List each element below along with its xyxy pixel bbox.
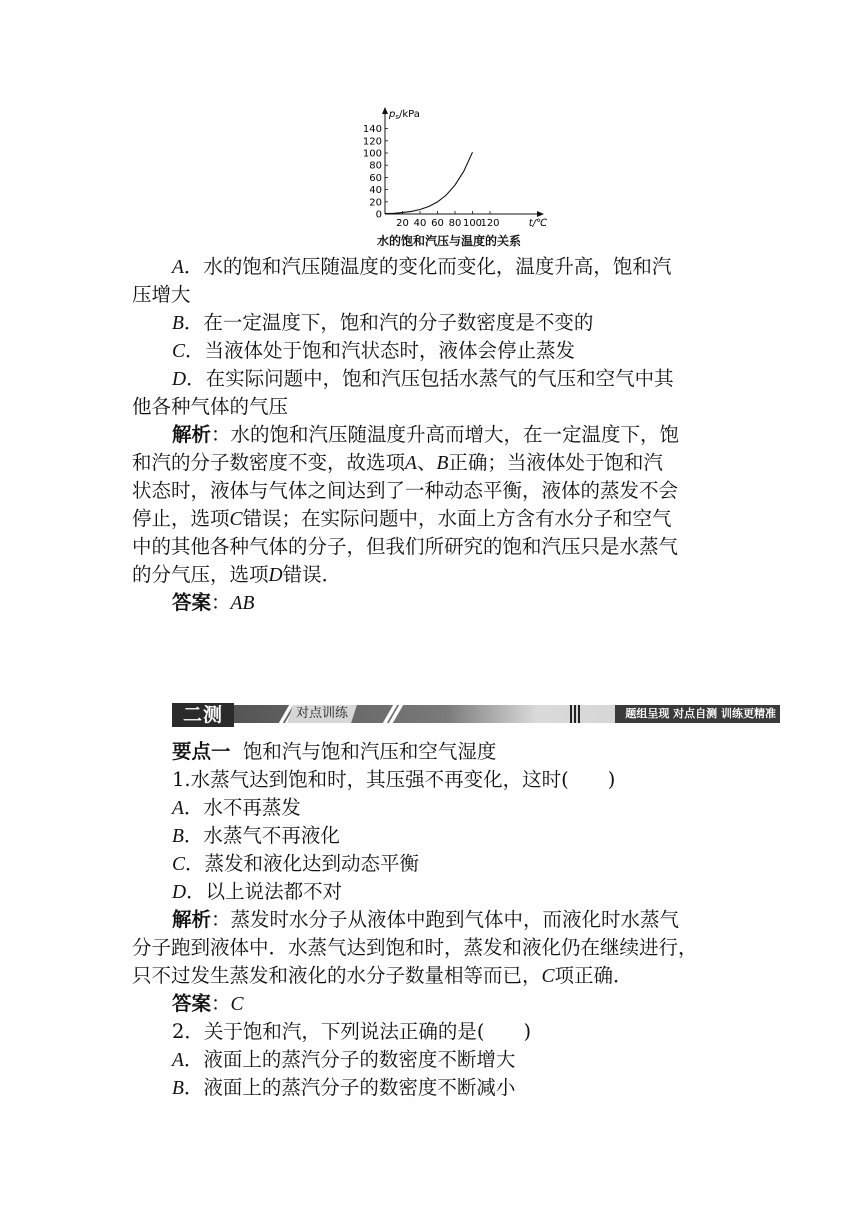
option-text: ．水的饱和汽压随温度的变化而变化，温度升高，饱和汽	[183, 255, 672, 278]
analysis-text: ：蒸发时水分子从液体中跑到气体中，而液化时水蒸气	[211, 908, 680, 931]
option-text: ．以上说法都不对	[186, 880, 343, 903]
answer-line	[172, 990, 244, 1019]
saturation-pressure-curve	[385, 152, 473, 213]
option-a	[172, 794, 301, 823]
y-tick-label: 0	[375, 209, 382, 221]
x-tick-label: 60	[431, 218, 444, 229]
option-a-continued: 压增大	[132, 283, 191, 306]
y-tick-label: 80	[369, 160, 382, 172]
y-tick-label: 40	[369, 185, 382, 197]
option-letter: D	[172, 369, 187, 390]
analysis-line	[132, 962, 633, 991]
figure-caption: 水的饱和汽压与温度的关系	[377, 234, 522, 248]
option-text: ．液面上的蒸汽分子的数密度不断增大	[183, 1048, 516, 1071]
option-c	[172, 337, 575, 366]
answer-line	[172, 589, 254, 618]
answer-separator: ：	[211, 591, 231, 614]
section-banner	[172, 703, 780, 727]
x-axis-label: t/℃	[528, 218, 548, 229]
analysis-label: 解析	[172, 423, 212, 446]
option-text: ．在一定温度下，饱和汽的分子数密度是不变的	[183, 311, 594, 334]
option-letter: B	[172, 313, 184, 334]
y-tick-label: 100	[362, 148, 382, 160]
analysis-text: ：水的饱和汽压随温度升高而增大，在一定温度下，饱	[211, 423, 680, 446]
section-title: 饱和汽与饱和汽压和空气湿度	[242, 740, 497, 763]
analysis-text: 和汽的分子数密度不变，故选项	[132, 451, 406, 474]
option-letter: D	[172, 882, 187, 903]
y-axis-label: $p_s$/kPa	[389, 109, 420, 121]
y-axis-arrow	[382, 107, 388, 114]
option-b	[172, 822, 340, 851]
option-ref: D	[268, 565, 283, 586]
option-letter: C	[172, 854, 186, 875]
answer-value: C	[230, 994, 244, 1015]
banner-bars	[570, 705, 582, 723]
option-ref: C	[541, 966, 555, 987]
option-letter: B	[172, 826, 184, 847]
x-axis-arrow	[537, 211, 544, 217]
y-tick-label: 140	[362, 124, 382, 136]
option-d	[172, 878, 342, 907]
vapor-pressure-figure	[355, 104, 555, 254]
answer-separator: ：	[211, 992, 231, 1015]
option-ref: B	[436, 453, 449, 474]
analysis-line	[132, 449, 663, 478]
option-text: ．在实际问题中，饱和汽压包括水蒸气的气压和空气中其	[186, 367, 674, 390]
x-tick-label: 40	[413, 218, 427, 229]
option-c	[172, 850, 419, 879]
answer-value: AB	[230, 593, 255, 614]
option-text: ．水不再蒸发	[183, 796, 301, 819]
option-letter: C	[172, 341, 186, 362]
option-d	[172, 365, 674, 394]
option-b	[172, 309, 593, 338]
y-tick-label: 60	[369, 172, 382, 184]
banner-subtitle-text: 对点训练	[296, 706, 349, 721]
banner-right-text: 题组呈现 对点自测 训练更精准	[615, 705, 780, 723]
option-text: ．当液体处于饱和汽状态时，液体会停止蒸发	[185, 339, 576, 362]
banner-subtitle	[287, 705, 357, 723]
analysis-line: 状态时，液体与气体之间达到了一种动态平衡，液体的蒸发不会	[132, 479, 679, 502]
answer-label: 答案	[172, 992, 212, 1015]
option-ref: C	[229, 509, 243, 530]
question-stem: 2．关于饱和汽，下列说法正确的是( )	[172, 1020, 532, 1043]
analysis-text: 正确；当液体处于饱和汽	[448, 451, 663, 474]
option-letter: A	[172, 798, 184, 819]
option-ref: A	[405, 453, 417, 474]
answer-label: 答案	[172, 591, 212, 614]
y-tick-label: 120	[362, 136, 382, 148]
banner-tag: 二测	[172, 703, 234, 727]
option-letter: A	[172, 1050, 184, 1071]
option-a	[172, 1046, 515, 1075]
x-tick-label: 80	[448, 218, 462, 229]
option-b	[172, 1074, 515, 1103]
x-tick-label: 100	[462, 218, 483, 229]
analysis-text: 停止，选项	[132, 507, 230, 530]
analysis-paragraph	[172, 421, 679, 449]
x-tick-label: 120	[480, 218, 500, 229]
section-heading	[172, 738, 496, 766]
analysis-text: 的分气压，选项	[132, 563, 269, 586]
option-d-continued: 他各种气体的气压	[132, 395, 289, 418]
x-tick-label: 20	[396, 218, 409, 229]
option-text: ．液面上的蒸汽分子的数密度不断减小	[183, 1076, 516, 1099]
option-text: ．蒸发和液化达到动态平衡	[185, 852, 420, 875]
analysis-text: 错误．	[282, 563, 342, 586]
analysis-line	[132, 505, 672, 534]
question-stem: 1.水蒸气达到饱和时，其压强不再变化，这时( )	[172, 768, 616, 791]
analysis-text: 错误；在实际问题中，水面上方含有水分子和空气	[242, 507, 672, 530]
analysis-line: 中的其他各种气体的分子，但我们所研究的饱和汽压只是水蒸气	[132, 535, 679, 558]
analysis-line	[132, 561, 341, 590]
vapor-pressure-chart	[355, 104, 555, 232]
y-tick-label: 20	[369, 197, 382, 209]
analysis-text: 项正确．	[554, 964, 633, 987]
option-letter: B	[172, 1078, 184, 1099]
analysis-paragraph	[172, 906, 679, 934]
analysis-label: 解析	[172, 908, 212, 931]
option-text: ．水蒸气不再液化	[183, 824, 340, 847]
analysis-line: 分子跑到液体中．水蒸气达到饱和时，蒸发和液化仍在继续进行，	[132, 936, 698, 959]
option-a	[172, 253, 671, 282]
option-letter: A	[172, 257, 184, 278]
analysis-text: 、	[416, 451, 437, 474]
section-label: 要点一	[172, 740, 231, 763]
analysis-text: 只不过发生蒸发和液化的水分子数量相等而已，	[132, 964, 542, 987]
